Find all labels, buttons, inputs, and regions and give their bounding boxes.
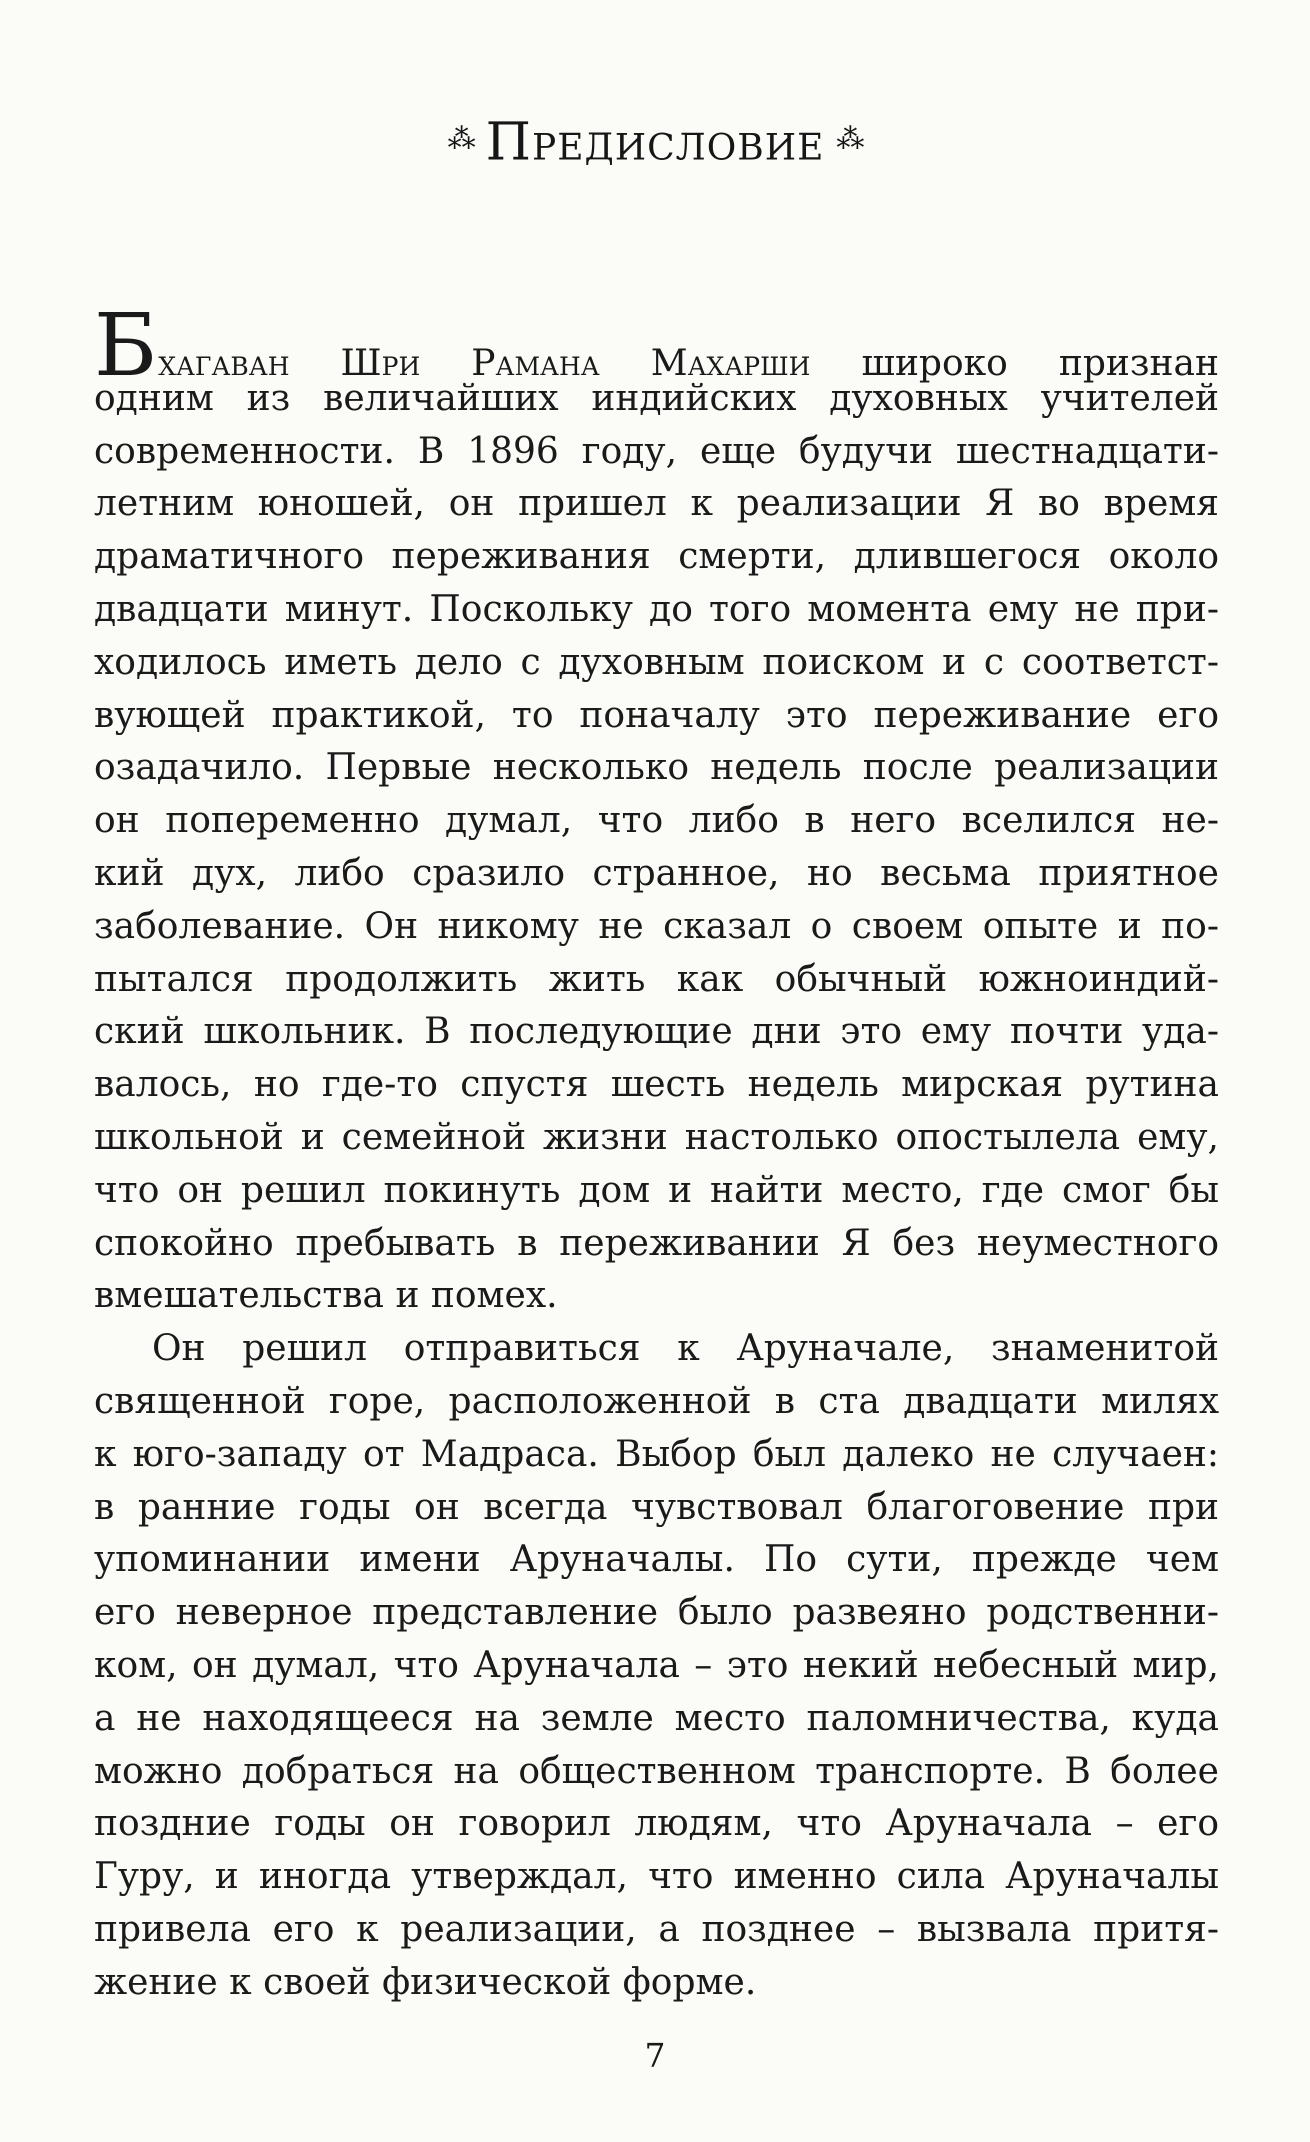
name-small-caps: хагаван Шри Рамана Махарши	[158, 343, 811, 384]
paragraph-line: вмешательства и помех.	[94, 1275, 558, 1317]
paragraph-line: упоминании имени Аруначалы. По сути, прежде чем	[94, 1539, 1219, 1581]
chapter-title: Предисловие	[485, 112, 825, 173]
paragraph-line: его неверное представление было развеяно родственни-	[94, 1592, 1219, 1634]
paragraph-line: кий дух, либо сразило странное, но весьма приятное	[94, 852, 1219, 894]
paragraph-line: священной горе, расположенной в ста двадцати милях	[94, 1380, 1219, 1422]
paragraph-line: пытался продолжить жить как обычный южноиндий-	[94, 958, 1219, 1000]
paragraph-line: ходилось иметь дело с духовным поиском и с соответст-	[94, 641, 1219, 683]
paragraph-line: что он решил покинуть дом и найти место, где смог бы	[94, 1169, 1219, 1211]
body-text	[94, 296, 1219, 2010]
paragraph-line: Гуру, и иногда утверждал, что именно сила Аруначалы	[94, 1856, 1219, 1898]
paragraph-line: ский школьник. В последующие дни это ему почти уда-	[94, 1011, 1219, 1053]
paragraph-line: валось, но где-то спустя шесть недель мирская рутина	[94, 1064, 1219, 1106]
first-line-rest: широко признан	[810, 343, 1219, 384]
paragraph-line: Он решил отправиться к Аруначале, знаменитой	[152, 1328, 1219, 1370]
paragraph-line: ком, он думал, что Аруначала – это некий небесный мир,	[94, 1644, 1219, 1686]
paragraph-line: жение к своей физической форме.	[94, 1961, 757, 2003]
chapter-heading	[0, 104, 1310, 178]
paragraph-line: спокойно пребывать в переживании Я без неуместного	[94, 1222, 1219, 1264]
paragraph-line: он попеременно думал, что либо в него вселился не-	[94, 800, 1219, 842]
paragraph-line: современности. В 1896 году, еще будучи шестнадцати-	[94, 430, 1219, 472]
paragraph-line: в ранние годы он всегда чувствовал благоговение при	[94, 1486, 1219, 1528]
paragraph-line: поздние годы он говорил людям, что Аруначала – его	[94, 1803, 1219, 1845]
ornament-left-icon: ⁂	[447, 121, 474, 155]
paragraph-line: озадачило. Первые несколько недель после реализации	[94, 747, 1219, 789]
ornament-right-icon: ⁂	[836, 121, 863, 155]
paragraph-line: вующей практикой, то поначалу это переживание его	[94, 694, 1219, 736]
paragraph-line: к юго-западу от Мадраса. Выбор был далеко не случаен:	[94, 1433, 1219, 1475]
paragraph-line: школьной и семейной жизни настолько опостылела ему,	[94, 1116, 1219, 1158]
drop-cap: Б	[94, 296, 158, 396]
paragraph-line: летним юношей, он пришел к реализации Я во время	[94, 483, 1219, 525]
paragraph-line: двадцати минут. Поскольку до того момента ему не при-	[94, 588, 1219, 630]
paragraph-line: можно добраться на общественном транспорте. В более	[94, 1750, 1219, 1792]
paragraph-line: а не находящееся на земле место паломничества, куда	[94, 1697, 1219, 1739]
paragraph-line: привела его к реализации, а позднее – вызвала притя-	[94, 1908, 1219, 1950]
paragraph-line: одним из величайших индийских духовных учителей	[94, 377, 1219, 419]
paragraph-line: драматичного переживания смерти, длившегося около	[94, 536, 1219, 578]
paragraph-line: заболевание. Он никому не сказал о своем опыте и по-	[94, 905, 1219, 947]
paragraph-line	[94, 296, 1219, 396]
page-number: 7	[644, 2036, 666, 2075]
